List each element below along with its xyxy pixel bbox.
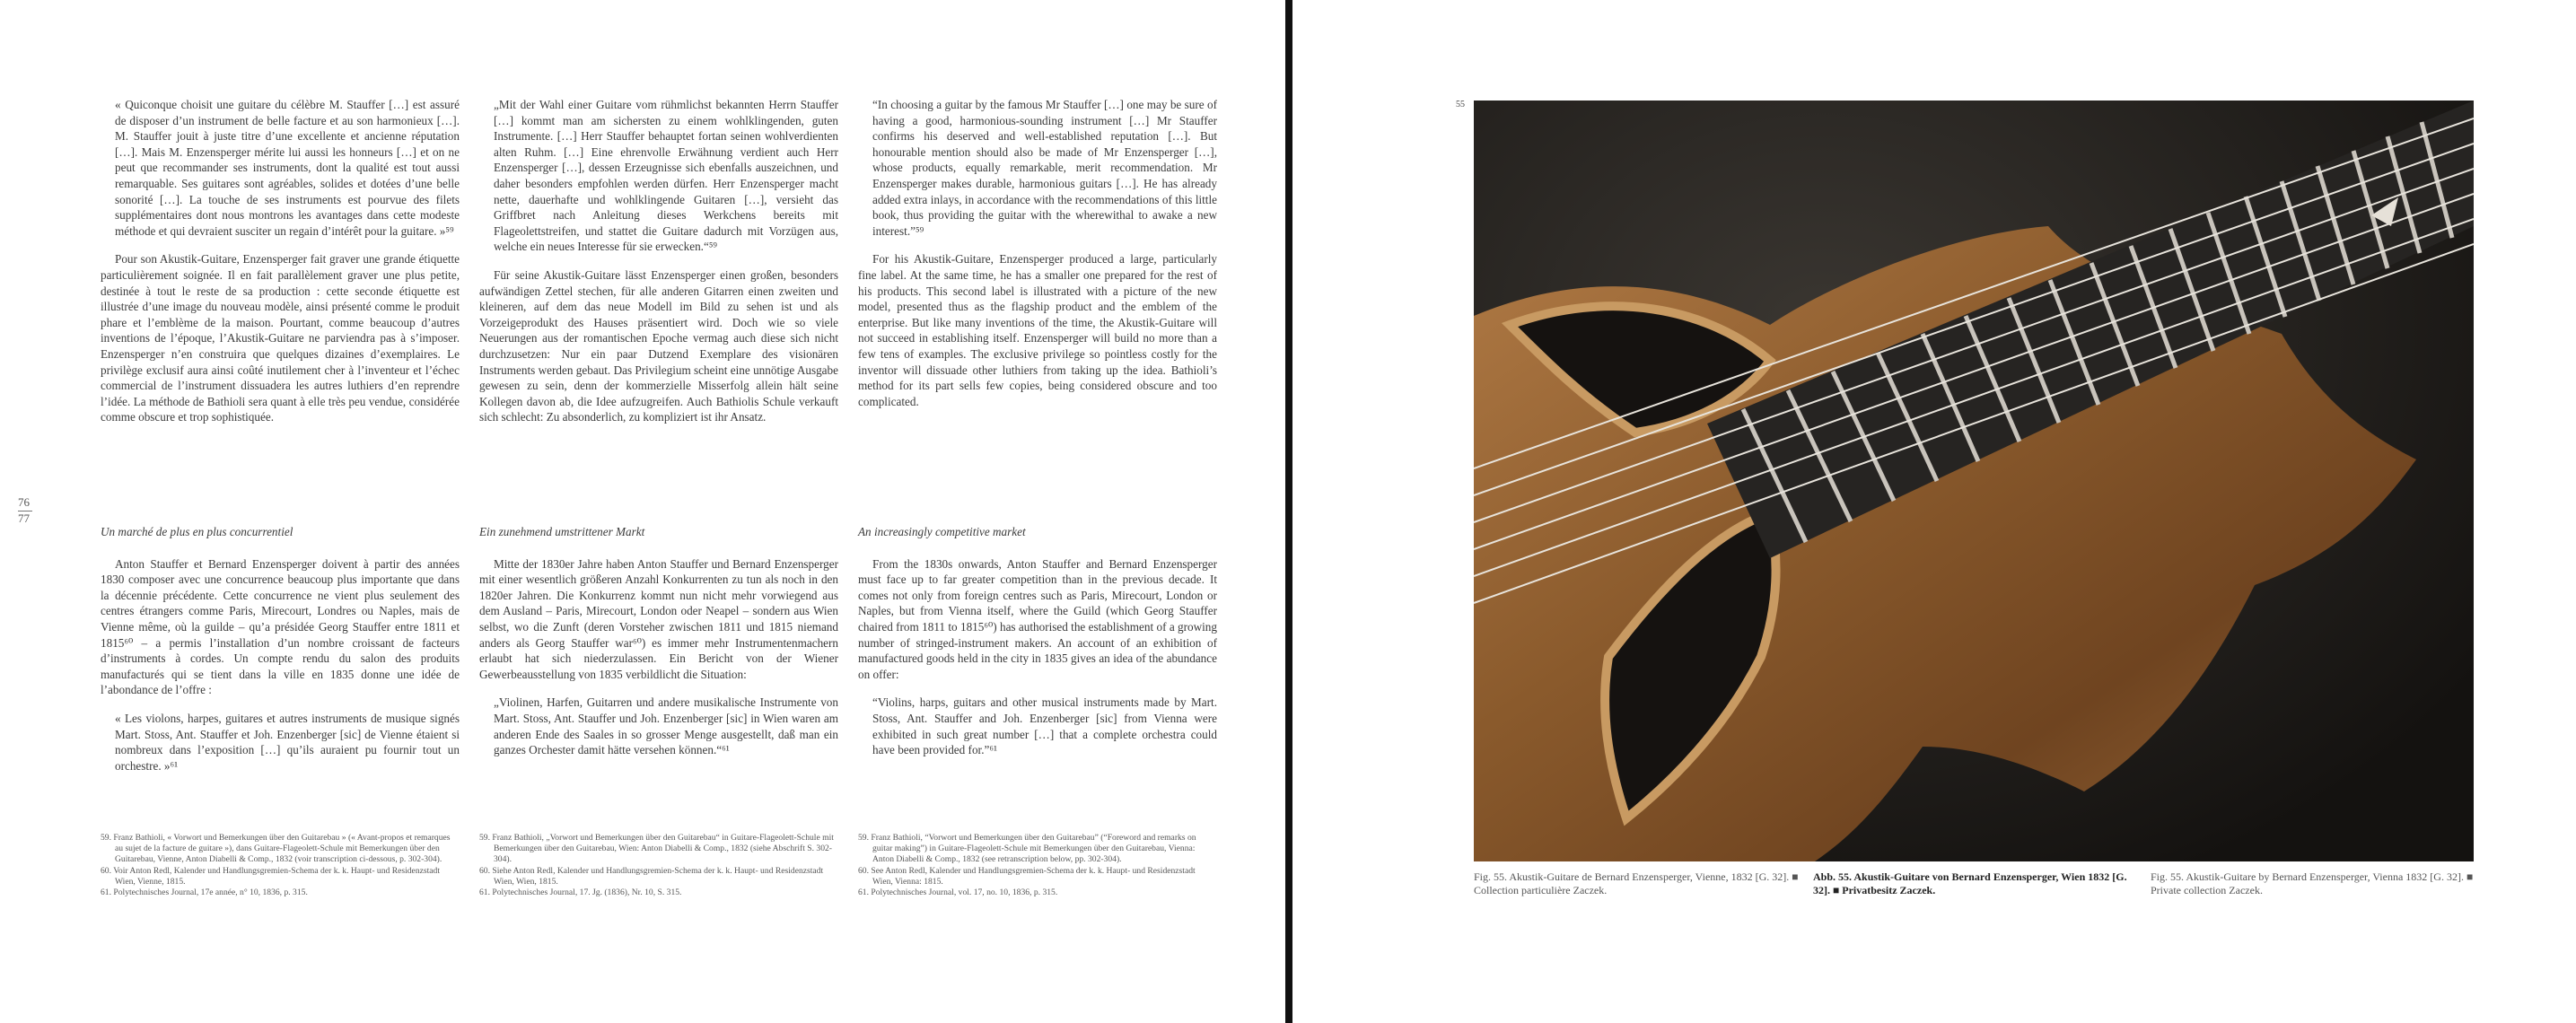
- english-quote: “In choosing a guitar by the famous Mr Stauffer […] one may be sure of having a good, harmonious-sounding instrument […] Mr Stauffer confirms his deserved and well-established reputation […]. But honourable mention should also be made of Mr Enzensperger […], whose products, equally remarkable, merit recommendation. Mr Enzensperger makes durable, harmonious guitars […]. He has already added extra inlays, in accordance with the recommendations of this little book, thus providing the guitar with the wherewithal to awake a new interest.”⁵⁹: [872, 98, 1217, 238]
- caption-french: Fig. 55. Akustik-Guitare de Bernard Enzensperger, Vienne, 1832 [G. 32]. ■ Collection particulière Zaczek.: [1474, 870, 1799, 896]
- english-footnotes: [858, 833, 1217, 898]
- guitar-illustration: [1474, 101, 2474, 861]
- english-paragraph-2: From the 1830s onwards, Anton Stauffer and Bernard Enzensperger must face up to far greater competition than in the previous decade. It comes not only from foreign centres such as Paris, Mirecourt, London or Naples, but from Vienna itself, where the Guild (which Georg Stauffer chaired from 1811 to 1815⁶⁰) has authorised the establishment of a growing number of stringed-instrument makers. An account of an exhibition of manufactured goods held in the city in 1835 gives an idea of the abundance on offer:: [858, 556, 1217, 681]
- left-page: [0, 0, 1285, 1023]
- german-heading: Ein zunehmend umstrittener Markt: [479, 525, 645, 538]
- footnote: 59. Franz Bathioli, « Vorwort und Bemerkungen über den Guitarebau » (« Avant-propos et remarques au sujet de la facture de guitare »), dans Guitare-Flageolett-Schule mit Bemerkungen über den Guitarebau, Vienne, Anton Diabelli & Comp., 1832 (voir transcription ci-dessous, p. 302-304).: [101, 833, 451, 865]
- english-paragraph-1: For his Akustik-Guitare, Enzensperger produced a large, particularly fine label. At the same time, he has a smaller one prepared for the rest of his products. This second label is illustrated with a picture of the new model, presented thus as the flagship product and the emblem of the enterprise. But like many inventions of the time, the Akustik-Guitare will not succeed in establishing itself. Enzensperger will build no more than a few tens of examples. The exclusive privilege so pointless costly for the inventor will dissuade other luthiers from taking up the idea. Bathioli’s method for its part sells few copies, being considered obscure and too complicated.: [858, 252, 1217, 408]
- german-column-top: [479, 97, 838, 425]
- german-quote-2: „Violinen, Harfen, Guitarren und andere musikalische Instrumente von Mart. Stoss, Ant. Stauffer und Joh. Enzenberger [sic] in Wien waren am anderen Ende des Saales in so grosser Menge ausgestellt, daß man ein ganzes Orchester damit hätte versehen können.“⁶¹: [494, 695, 838, 757]
- guitar-photo: [1474, 101, 2474, 861]
- french-column-top: [101, 97, 460, 425]
- french-quote: « Quiconque choisit une guitare du célèbre M. Stauffer […] est assuré de disposer d’un instrument de belle facture et au son harmonieux […]. M. Stauffer jouit à juste titre d’une excellente et ancienne réputation […]. Mais M. Enzensperger mérite lui aussi les honneurs […] et on ne peut que recommander ses instruments, dont la qualité est tout aussi remarquable. Ses guitares sont agréables, solides et dotées d’une belle sonorité […]. La touche de ses instruments est pourvue des filets supplémentaires dont nous montrons les avantages dans cette modeste méthode et qui devraient susciter un regain d’intérêt pour la guitare. »⁵⁹: [115, 98, 460, 238]
- footnote: 61. Polytechnisches Journal, vol. 17, no. 10, 1836, p. 315.: [858, 887, 1058, 898]
- footnote: 60. See Anton Redl, Kalender und Handlungsgremien-Schema der k. k. Haupt- und Residenzstadt Wien, Vienna: 1815.: [858, 865, 1196, 887]
- german-paragraph-2: Mitte der 1830er Jahre haben Anton Stauffer und Bernard Enzensperger mit einer wesentlich größeren Anzahl Konkurrenten zu tun als noch in den 1820er Jahren. Die Konkurrenz kommt nun nicht mehr vorwiegend aus dem Ausland – Paris, Mirecourt, London oder Neapel – sondern aus Wien selbst, wo die Zunft (deren Vorsteher zwischen 1811 und 1815 niemand anders als Georg Stauffer war⁶⁰) es immer mehr Instrumentenmachern erlaubt hat sich niederzulassen. Ein Bericht von der Wiener Gewerbeausstellung von 1835 verbildlicht die Situation:: [479, 556, 838, 681]
- caption-english: Fig. 55. Akustik-Guitare by Bernard Enzensperger, Vienna 1832 [G. 32]. ■ Private collection Zaczek.: [2151, 870, 2474, 896]
- german-quote: „Mit der Wahl einer Guitare vom rühmlichst bekannten Herrn Stauffer […] kommt man am sichersten zu einem wohlklingenden, guten Instrumente. […] Herr Stauffer behauptet fortan seinen wohlverdienten alten Ruhm. […] Eine ehrenvolle Erwähnung verdient auch Herr Enzensperger […], dessen Erzeugnisse sich ebenfalls auszeichnen, und daher besonders empfohlen werden dürfen. Herr Enzensperger macht nette, dauerhafte und wohlklingende Guitaren […], versieht das Griffbret nach Anleitung dieses Werkchens bereits mit Flageolettstreifen, und stattet die Guitare dadurch mit Vorzügen aus, welche ein neues Interesse für sie erwecken.“⁵⁹: [494, 98, 838, 254]
- page-number-right: 77: [18, 512, 30, 525]
- footnote: 61. Polytechnisches Journal, 17e année, n° 10, 1836, p. 315.: [101, 887, 308, 898]
- footnote: 61. Polytechnisches Journal, 17. Jg. (1836), Nr. 10, S. 315.: [479, 887, 682, 898]
- french-column-bottom: [101, 524, 460, 786]
- footnote: 59. Franz Bathioli, “Vorwort und Bemerkungen über den Guitarebau” (“Foreword and remarks on guitar making”) in Guitare-Flageolett-Schule mit Bemerkungen über den Guitarebau, Vienna: Anton Diabelli & Comp., 1832 (see retranscription below, pp. 302-304).: [858, 833, 1196, 865]
- english-quote-2: “Violins, harps, guitars and other musical instruments made by Mart. Stoss, Ant. Stauffer and Joh. Enzenberger [sic] from Vienna were exhibited in such great number […] that a complete orchestra could have been provided for.”⁶¹: [872, 695, 1217, 757]
- page-number-left: 76: [18, 495, 30, 509]
- footnote: 60. Voir Anton Redl, Kalender und Handlungsgremien-Schema der k. k. Haupt- und Residenzstadt Wien, Vienne, 1815.: [101, 865, 440, 887]
- book-spine: [1285, 0, 1292, 1023]
- french-footnotes: [101, 833, 460, 898]
- figure-number: 55: [1456, 100, 1465, 109]
- caption-german: Abb. 55. Akustik-Guitare von Bernard Enzensperger, Wien 1832 [G. 32]. ■ Privatbesitz Zaczek.: [1813, 870, 2127, 896]
- footnote: 60. Siehe Anton Redl, Kalender und Handlungsgremien-Schema der k. k. Haupt- und Residenzstadt Wien, Wien, 1815.: [479, 865, 824, 887]
- german-footnotes: [479, 833, 838, 898]
- french-quote-2: « Les violons, harpes, guitares et autres instruments de musique signés Mart. Stoss, Ant. Stauffer et Joh. Enzenberger [sic] de Vienne étaient si nombreux dans l’exposition […] qu’ils auraient pu fournir tout un orchestre. »⁶¹: [115, 711, 460, 773]
- french-paragraph-2: Anton Stauffer et Bernard Enzensperger doivent à partir des années 1830 composer avec une concurrence beaucoup plus importante que dans la décennie précédente. Cette concurrence ne vient plus seulement des centres étrangers comme Paris, Mirecourt, Londres ou Naples, mais de Vienne même, où la guilde – qu’a présidée Georg Stauffer entre 1811 et 1815⁶⁰ – a permis l’installation d’un nombre croissant de facteurs d’instruments à cordes. Un compte rendu du salon des produits manufacturés qui se tient dans la ville en 1835 donne une idée de l’abondance de l’offre :: [101, 556, 460, 697]
- english-column-bottom: [858, 524, 1217, 771]
- french-paragraph-1: Pour son Akustik-Guitare, Enzensperger fait graver une grande étiquette particulièrement soignée. Il en fait parallèlement graver une plus petite, destinée à tout le reste de sa production : cette seconde étiquette est illustrée d’une image du nouveau modèle, ainsi présenté comme le produit phare et l’emblème de la maison. Pourtant, comme beaucoup d’autres inventions de l’époque, l’Akustik-Guitare ne parviendra pas à s’imposer. Enzensperger n’en construira que quelques dizaines d’exemplaires. Le privilège exclusif aura ainsi coûté inutilement cher à l’inventeur et l’échec commercial de l’instrument dissuadera les autres luthiers d’en reprendre l’idée. La méthode de Bathioli sera quant à elle très peu vendue, considérée comme obscure et trop sophistiquée.: [101, 252, 460, 424]
- english-heading: An increasingly competitive market: [858, 525, 1026, 538]
- german-paragraph-1: Für seine Akustik-Guitare lässt Enzensperger einen großen, besonders aufwändigen Zettel stechen, für alle anderen Gitarren einen zweiten und kleineren, auf dem das neue Modell im Bild zu sehen ist und als Vorzeigeprodukt des Hauses präsentiert wird. Doch wie so viele Neuerungen aus der romantischen Epoche vermag auch diese sich nicht durchzusetzen: Nur ein paar Dutzend Exemplare des visionären Instruments werden gebaut. Das Privilegium scheint eine unnötige Ausgabe gewesen zu sein, denn der kommerzielle Misserfolg allein hält seine Kollegen davon ab, die Idee aufzugreifen. Auch Bathiolis Schule verkauft sich schlecht: Zu absonderlich, zu kompliziert ist ihr Ansatz.: [479, 267, 838, 424]
- english-column-top: [858, 97, 1217, 409]
- footnote: 59. Franz Bathioli, „Vorwort und Bemerkungen über den Guitarebau“ in Guitare-Flageolett-Schule mit Bemerkungen über den Guitarebau, Wien: Anton Diabelli & Comp., 1832 (siehe Abschrift S. 302-304).: [479, 833, 834, 865]
- german-column-bottom: [479, 524, 838, 771]
- french-heading: Un marché de plus en plus concurrentiel: [101, 525, 294, 538]
